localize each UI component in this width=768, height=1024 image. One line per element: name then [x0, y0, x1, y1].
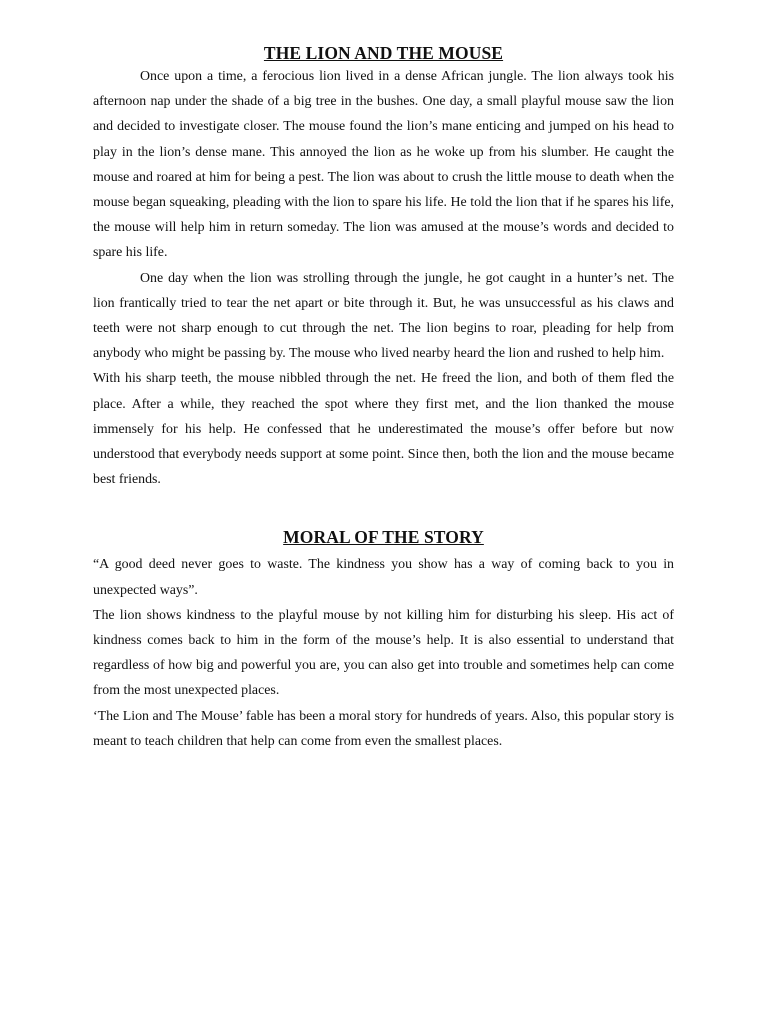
moral-heading: MORAL OF THE STORY	[283, 527, 484, 548]
story-paragraph-2: One day when the lion was strolling through the jungle, he got caught in a hunter’s net. The lion frantically tried to tear the net apart or bite through it. But, he was unsuccessful as his claws and teeth were not sharp enough to cut through the net. The lion begins to roar, pleading for help from anybody who might be passing by. The mouse who lived nearby heard the lion and rushed to help him.	[93, 270, 674, 362]
moral-paragraph-1: The lion shows kindness to the playful mouse by not killing him for disturbing his sleep. His act of kindness comes back to him in the form of the mouse’s help. It is also essential to understand that regardless of how big and powerful you are, you can also get into trouble and sometimes help can come from the most unexpected places.	[93, 607, 674, 699]
moral-quote: “A good deed never goes to waste. The kindness you show has a way of coming back to you in unexpected ways”.	[93, 557, 674, 598]
story-paragraph-1: Once upon a time, a ferocious lion lived in a dense African jungle. The lion always took his afternoon nap under the shade of a big tree in the bushes. One day, a small playful mouse saw the lion and decided to investigate closer. The mouse found the lion’s mane enticing and jumped on his head to play in the lion’s dense mane. This annoyed the lion as he woke up from his slumber. He caught the mouse and roared at him for being a pest. The lion was about to crush the little mouse to death when the mouse began squeaking, pleading with the lion to spare his life. He told the lion that if he spares his life, the mouse will help him in return someday. The lion was amused at the mouse’s words and decided to spare his life.	[93, 69, 674, 261]
story-title: THE LION AND THE MOUSE	[263, 43, 504, 63]
moral-paragraph-2: ‘The Lion and The Mouse’ fable has been a moral story for hundreds of years. Also, this popular story is meant to teach children that help can come from even the smallest places.	[93, 708, 674, 749]
story-paragraph-3: With his sharp teeth, the mouse nibbled through the net. He freed the lion, and both of them fled the place. After a while, they reached the spot where they first met, and the lion thanked the mouse immensely for his help. He confessed that he underestimated the mouse’s offer before but now understood that everybody needs support at some point. Since then, both the lion and the mouse became best friends.	[93, 371, 674, 488]
document-page	[93, 42, 674, 754]
section-spacer	[93, 492, 674, 526]
